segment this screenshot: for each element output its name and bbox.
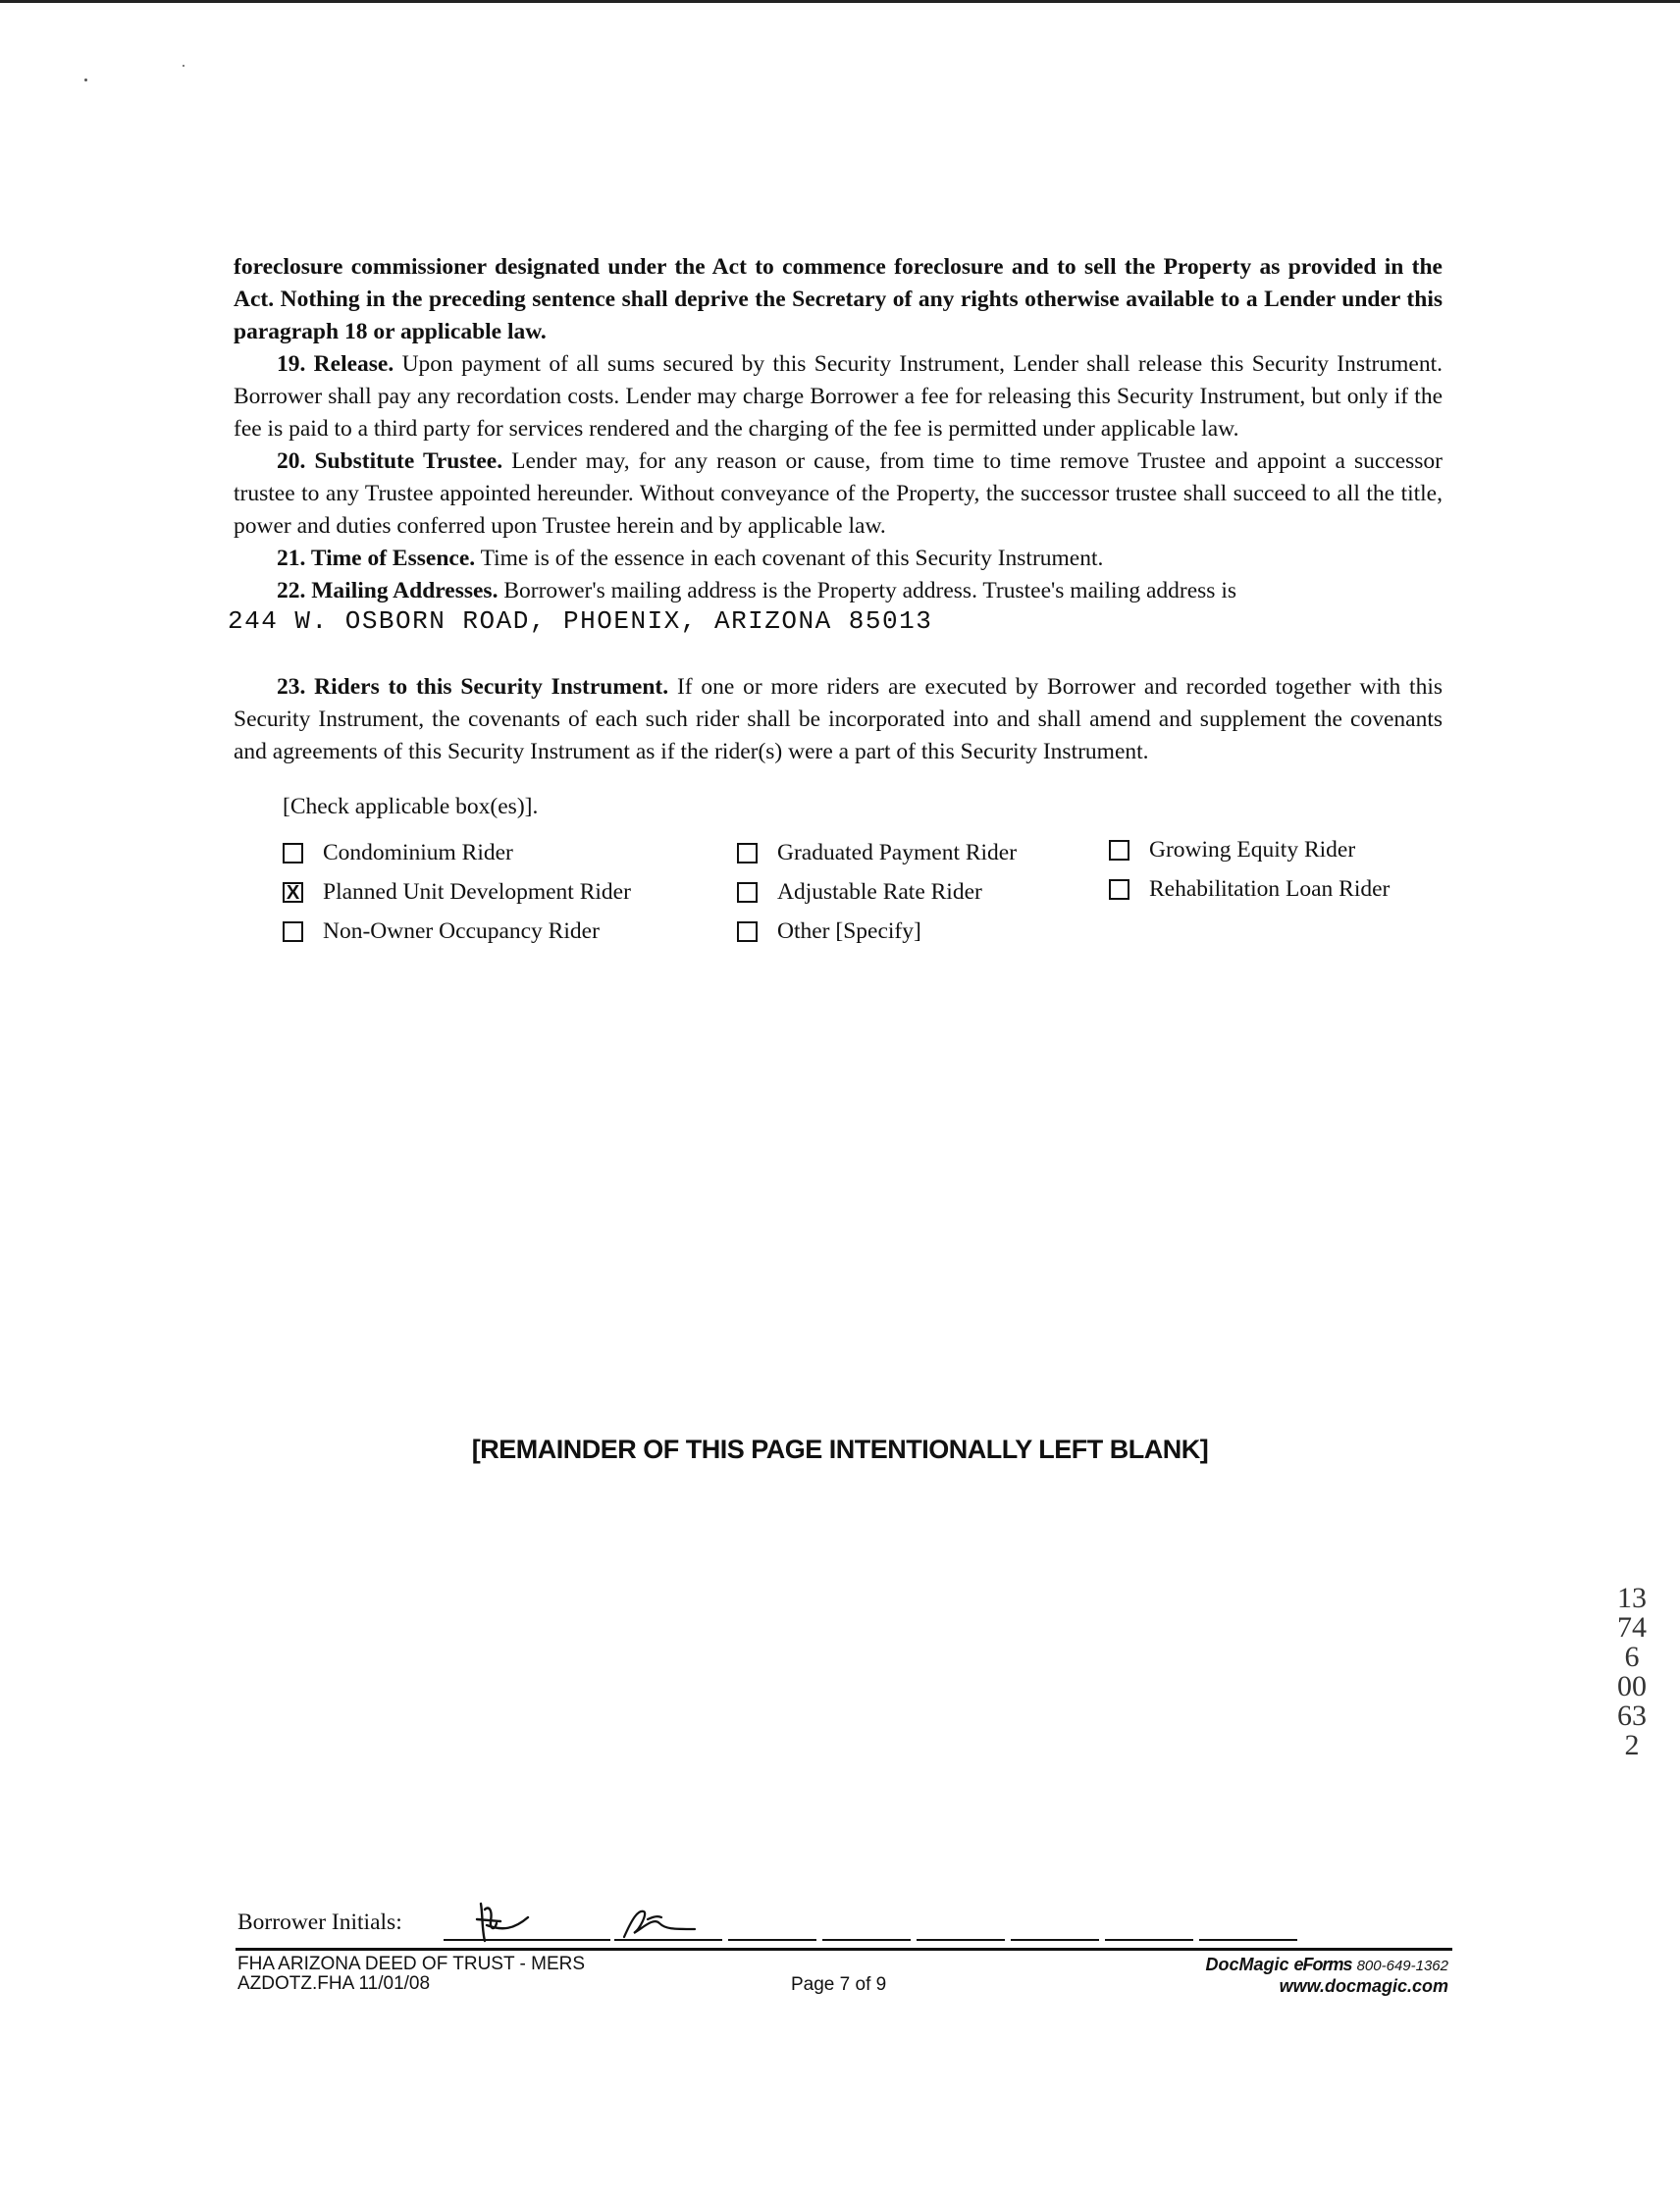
rider-checkbox-grid [234, 837, 1443, 968]
section-heading: 21. Time of Essence. [277, 546, 476, 571]
intentionally-blank-notice: [REMAINDER OF THIS PAGE INTENTIONALLY LEFT BLANK] [471, 1435, 1209, 1464]
publisher-brand: DocMagic [1205, 1955, 1289, 1974]
initials-line[interactable] [1011, 1939, 1099, 1941]
section-21-time-of-essence [234, 543, 1443, 575]
publisher-website[interactable]: www.docmagic.com [1279, 1976, 1448, 1996]
document-body [228, 251, 1444, 968]
section-text: If one or more riders are executed by Borrower and recorded together with this Security Instrument, the covenants of each such rider shall be incorporated into and shall amend and supplement the covenants and agreements of this Security Instrument as if the rider(s) were a part of this Security Instrument. [234, 674, 1444, 764]
section-heading: 19. Release. [277, 351, 394, 377]
planned-unit-development-rider-option[interactable] [283, 879, 631, 906]
initials-line[interactable] [917, 1939, 1005, 1941]
initials-line[interactable] [728, 1939, 816, 1941]
section-22-mailing-addresses [228, 575, 1443, 638]
graduated-payment-rider-option[interactable] [737, 840, 1017, 866]
publisher-line [1205, 1955, 1448, 1976]
initials-line[interactable] [1199, 1939, 1297, 1941]
footer-form-info [237, 1955, 585, 1994]
adjustable-rate-rider-option[interactable] [737, 879, 982, 906]
section-19-release [234, 348, 1443, 445]
other-rider-option[interactable] [737, 918, 921, 945]
borrower-initials-row [237, 1902, 1297, 1941]
section-heading: 22. Mailing Addresses. [277, 578, 499, 603]
option-label: Condominium Rider [323, 840, 513, 865]
publisher-phone: 800-649-1362 [1356, 1958, 1448, 1974]
form-name: FHA ARIZONA DEED OF TRUST - MERS [237, 1954, 586, 1974]
option-label: Rehabilitation Loan Rider [1149, 876, 1391, 902]
section-20-substitute-trustee [234, 445, 1443, 543]
option-label: Growing Equity Rider [1149, 837, 1356, 863]
section-heading: 20. Substitute Trustee. [277, 448, 503, 474]
recording-number-stamp: 13746 00632 [1617, 1582, 1647, 1761]
section-text: Lender may, for any reason or cause, from time to time remove Trustee and appoint a successor trustee to any Trustee appointed hereunder. Without conveyance of the Property, the successor trustee shall succeed to all the title, power and duties conferred upon Trustee herein and by applicable law. [234, 448, 1444, 539]
top-edge-rule [0, 0, 1680, 3]
rehabilitation-loan-rider-option[interactable] [1109, 876, 1390, 903]
initials-line[interactable] [822, 1939, 911, 1941]
section-heading: 23. Riders to this Security Instrument. [277, 674, 669, 700]
trustee-address: 244 W. OSBORN ROAD, PHOENIX, ARIZONA 85013 [228, 606, 933, 636]
graduated-payment-rider-checkbox[interactable] [737, 843, 758, 864]
section-text: Borrower's mailing address is the Property address. Trustee's mailing address is [503, 578, 1236, 603]
section-text: Upon payment of all sums secured by this Security Instrument, Lender shall release this Security Instrument. Borrower shall pay any recordation costs. Lender may charge Borrower a fee for releasing this Security Instrument, but only if the fee is paid to a third party for services rendered and the charging of the fee is permitted under applicable law. [234, 351, 1443, 442]
section-23-riders [234, 671, 1443, 768]
footer-publisher [1205, 1955, 1448, 1996]
form-code: AZDOTZ.FHA 11/01/08 [237, 1973, 431, 1994]
scan-speck [183, 65, 184, 67]
non-owner-occupancy-rider-option[interactable] [283, 918, 600, 945]
page-number: Page 7 of 9 [791, 1974, 887, 1995]
publisher-brand-suffix: eForms [1293, 1955, 1352, 1974]
planned-unit-development-rider-checkbox[interactable]: X [283, 882, 303, 903]
non-owner-occupancy-rider-checkbox[interactable] [283, 921, 303, 942]
option-label: Adjustable Rate Rider [777, 879, 982, 905]
scan-speck [84, 78, 87, 81]
option-label: Graduated Payment Rider [777, 840, 1018, 865]
growing-equity-rider-checkbox[interactable] [1109, 840, 1129, 861]
borrower-initials-label: Borrower Initials: [237, 1910, 402, 1935]
option-label: Planned Unit Development Rider [323, 879, 631, 905]
option-label: Other [Specify] [777, 918, 921, 944]
section-text: Time is of the essence in each covenant of this Security Instrument. [480, 546, 1104, 571]
condominium-rider-option[interactable] [283, 840, 513, 866]
footer-divider [236, 1948, 1452, 1951]
other-rider-checkbox[interactable] [737, 921, 758, 942]
growing-equity-rider-option[interactable] [1109, 837, 1355, 864]
option-label: Non-Owner Occupancy Rider [323, 918, 600, 944]
rehabilitation-loan-rider-checkbox[interactable] [1109, 879, 1129, 900]
adjustable-rate-rider-checkbox[interactable] [737, 882, 758, 903]
initials-line[interactable] [1105, 1939, 1193, 1941]
intro-paragraph: foreclosure commissioner designated under the Act to commence foreclosure and to sell the Property as provided in the Act. Nothing in the preceding sentence shall deprive the Secretary of any rights otherwise available to a Lender under this paragraph 18 or applicable law. [234, 254, 1443, 344]
condominium-rider-checkbox[interactable] [283, 843, 303, 864]
handwritten-initials-1 [473, 1896, 561, 1949]
check-instructions: [Check applicable box(es)]. [283, 794, 539, 819]
handwritten-initials-2 [614, 1900, 703, 1947]
